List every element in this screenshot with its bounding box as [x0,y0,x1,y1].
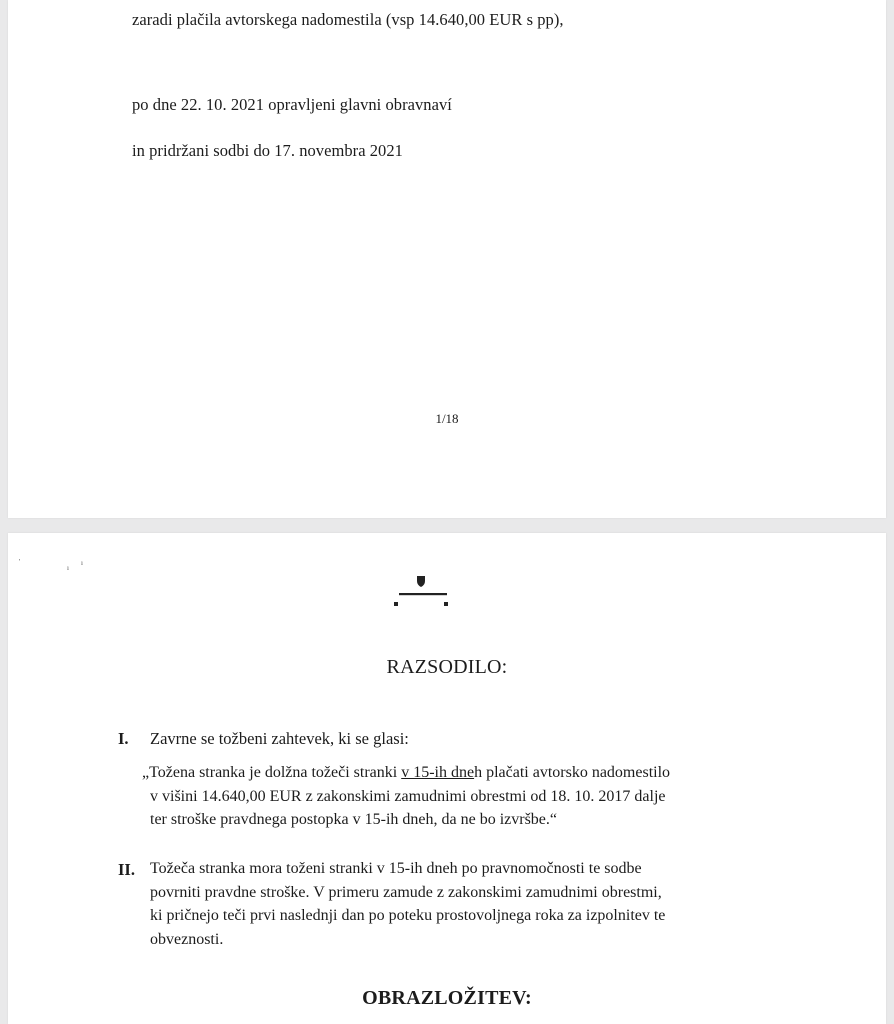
item-numeral: II. [118,860,135,879]
quote-text: „Tožena stranka je dolžna tožeči stranki [142,764,402,781]
text-line: po dne 22. 10. 2021 opravljeni glavni obravnaví [132,95,452,114]
item-text: Zavrne se tožbeni zahtevek, ki se glasi: [150,729,409,748]
quote-line [142,761,822,785]
quote-text: h plačati avtorsko nadomestilo [474,764,671,781]
item-line: povrniti pravdne stroške. V primeru zamude z zakonskimi zamudnimi obrestmi, [150,883,662,901]
quoted-claim [142,761,822,832]
underlined-text: v 15-ih dne [401,764,475,781]
quote-line: ter stroške pravdnega postopka v 15-ih dneh, da ne bo izvršbe.“ [150,811,557,828]
page-number: 1/18 [435,411,459,426]
court-crest-icon [389,571,453,611]
section-heading-obrazlozitev: OBRAZLOŽITEV: [362,987,532,1009]
item-text-block [150,857,830,951]
text-line: zaradi plačila avtorskega nadomestila (vsp 14.640,00 EUR s pp), [132,10,564,29]
item-line: Tožeča stranka mora toženi stranki v 15-ih dneh po pravnomočnosti te sodbe [150,860,642,877]
document-page-2: ' ı ı RAZSODILO: I. Zavrne se tožbeni zahtevek, ki se glasi: „Tožena stranka je dolžna tožeči stranki v 15-ih dneh plačati avtorsko nadomestilo v višini 14.640,00 EUR z zakonskimi zamudnimi obrestmi od 18. 10. 2017 dalje ter stroške pravdnega postopka v 15-ih dneh, da ne bo izvršbe.“ II. Tožeča stranka mora toženi stranki v 15-ih dneh po pravnomočnosti te sodbe povrniti pravdne stroške. V primeru zamude z zakonskimi zamudnimi obrestmi, ki pričnejo teči prvi naslednji dan po poteku prostovoljnega roka za izpolnitev te obveznosti. OBRAZLOŽITEV: [8,533,886,1024]
section-heading-razsodilo: RAZSODILO: [386,656,508,678]
item-line: obveznosti. [150,930,224,948]
item-numeral: I. [118,729,129,748]
text-line: in pridržani sodbi do 17. novembra 2021 [132,141,403,160]
item-line: ki pričnejo teči prvi naslednji dan po poteku prostovoljnega roka za izpolnitev te [150,907,666,924]
document-page-1 [8,0,886,518]
quote-line: v višini 14.640,00 EUR z zakonskimi zamudnimi obrestmi od 18. 10. 2017 dalje [150,787,666,805]
